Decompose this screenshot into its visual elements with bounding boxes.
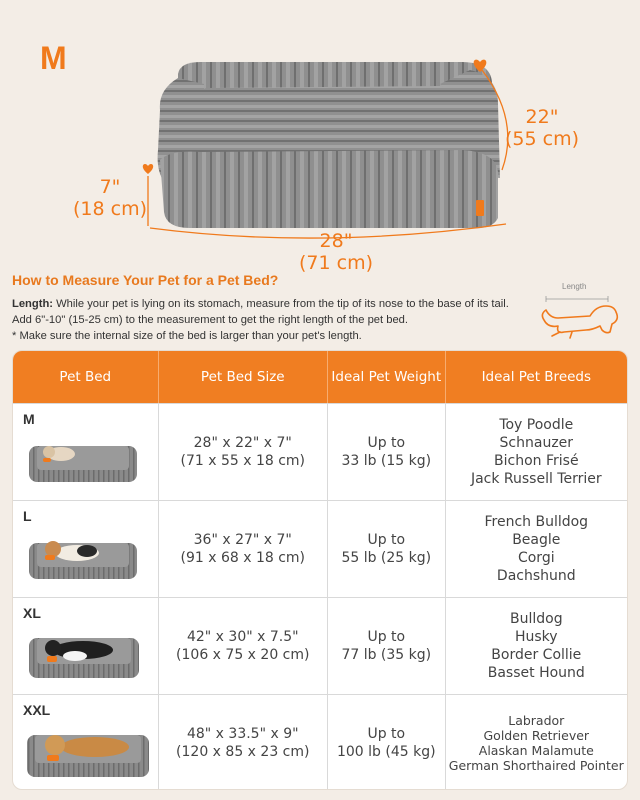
breed-item: French Bulldog [484, 514, 589, 530]
breed-item: Dachshund [496, 568, 576, 584]
breed-item: Bichon Frisé [494, 453, 579, 469]
size-cm: (91 x 68 x 18 cm) [180, 550, 306, 566]
breeds-cell [446, 695, 627, 790]
bed-thumbnail [23, 529, 143, 585]
weight-cell [328, 501, 446, 597]
row-size-label: L [23, 508, 32, 524]
weight-prefix: Up to [367, 532, 406, 548]
weight-cell [328, 695, 446, 790]
height-inches: 7" [99, 176, 121, 198]
row-size-label: XXL [23, 702, 51, 718]
table-row [13, 403, 627, 500]
bed-front [160, 150, 498, 228]
size-inches: 36" x 27" x 7" [193, 532, 292, 548]
header-breeds: Ideal Pet Breeds [481, 369, 592, 385]
header-bed-size: Pet Bed Size [159, 351, 328, 403]
figure-length-label: Length [562, 282, 587, 291]
bed-thumbnail [23, 626, 143, 682]
bed-tag [476, 200, 484, 216]
bed-size-cell [159, 404, 328, 500]
size-cm: (106 x 75 x 20 cm) [176, 647, 310, 663]
pet-bed-cell [13, 598, 159, 694]
breed-item: Basset Hound [487, 665, 585, 681]
table-row [13, 694, 627, 790]
dog-measure-figure [536, 280, 628, 346]
length-dimension [296, 230, 376, 274]
size-cm: (120 x 85 x 23 cm) [176, 744, 310, 760]
breed-item: Toy Poodle [499, 417, 574, 433]
pet-bed-cell [13, 404, 159, 500]
weight-value: 33 lb (15 kg) [341, 453, 432, 469]
weight-cell [328, 598, 446, 694]
bed-thumbnail [23, 723, 153, 781]
bed-cushion [200, 86, 458, 160]
breed-item: German Shorthaired Pointer [448, 758, 624, 773]
table-row [13, 597, 627, 694]
weight-prefix: Up to [367, 435, 406, 451]
length-instruction [12, 296, 524, 328]
weight-value: 77 lb (35 kg) [341, 647, 432, 663]
height-dimension [72, 176, 148, 220]
width-dimension [502, 106, 582, 150]
size-inches: 42" x 30" x 7.5" [186, 629, 299, 645]
breed-item: Golden Retriever [483, 728, 590, 743]
header-pet-bed: Pet Bed [13, 351, 159, 403]
guide-text [12, 296, 524, 344]
weight-prefix: Up to [367, 629, 406, 645]
row-size-label: XL [23, 605, 41, 621]
hero-section [0, 0, 640, 272]
heart-marker-left [143, 164, 153, 174]
length-text: While your pet is lying on its stomach, measure from the tip of its nose to the base of its tail. Add 6"-10" (15-25 cm) to the measurement to get the right length of the pet bed. [12, 298, 509, 326]
breed-item: Schnauzer [499, 435, 574, 451]
pet-bed-cell [13, 695, 159, 790]
breed-item: Border Collie [491, 647, 582, 663]
bed-thumbnail [23, 432, 143, 488]
length-cm: (71 cm) [299, 252, 373, 274]
height-cm: (18 cm) [73, 198, 147, 220]
weight-value: 55 lb (25 kg) [341, 550, 432, 566]
size-table [12, 350, 628, 790]
size-note: * Make sure the internal size of the bed is larger than your pet's length. [12, 330, 362, 342]
size-inches: 28" x 22" x 7" [193, 435, 292, 451]
breeds-cell [446, 404, 627, 500]
weight-cell [328, 404, 446, 500]
bed-size-cell [159, 501, 328, 597]
length-prefix: Length: [12, 298, 54, 310]
bed-size-cell [159, 695, 328, 790]
breeds-cell [446, 598, 627, 694]
breeds-cell [446, 501, 627, 597]
breed-item: Alaskan Malamute [478, 743, 594, 758]
breed-item: Corgi [517, 550, 555, 566]
length-inches: 28" [319, 230, 353, 252]
hero-size-letter: M [40, 40, 67, 76]
breed-item: Bulldog [509, 611, 563, 627]
size-inches: 48" x 33.5" x 9" [186, 726, 299, 742]
breed-item: Beagle [512, 532, 561, 548]
table-header [13, 351, 627, 403]
weight-prefix: Up to [367, 726, 406, 742]
pet-bed-cell [13, 501, 159, 597]
breed-item: Jack Russell Terrier [470, 471, 602, 487]
breed-item: Husky [514, 629, 558, 645]
width-cm: (55 cm) [505, 128, 579, 150]
size-cm: (71 x 55 x 18 cm) [180, 453, 306, 469]
breed-item: Labrador [508, 713, 565, 728]
guide-title: How to Measure Your Pet for a Pet Bed? [12, 272, 279, 288]
width-inches: 22" [525, 106, 559, 128]
header-weight: Ideal Pet Weight [328, 351, 446, 403]
measure-guide [12, 272, 628, 344]
weight-value: 100 lb (45 kg) [336, 744, 436, 760]
row-size-label: M [23, 411, 35, 427]
bed-size-cell [159, 598, 328, 694]
table-row [13, 500, 627, 597]
